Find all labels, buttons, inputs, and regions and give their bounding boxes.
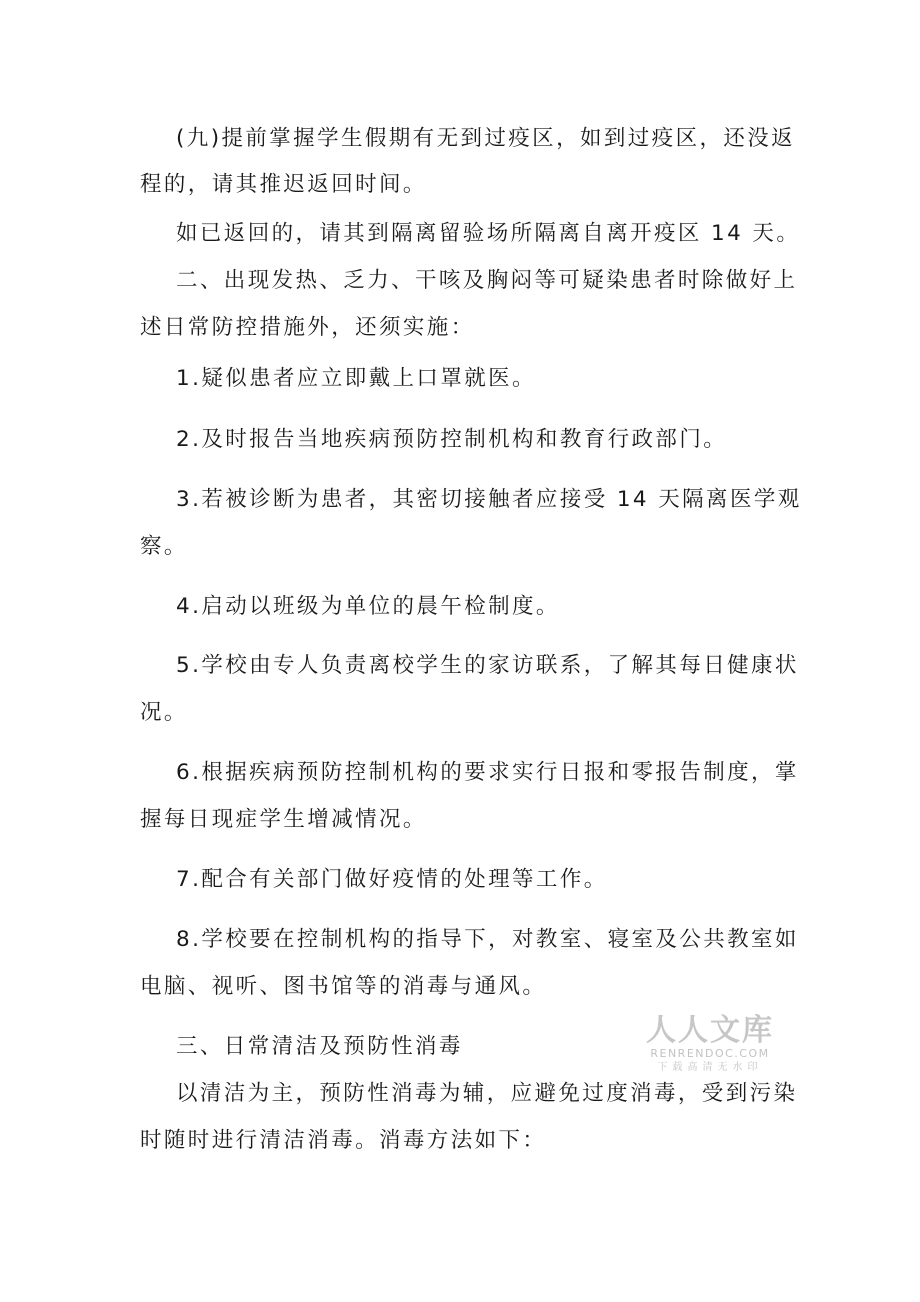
list-item-continuation: 况。 [140, 700, 188, 725]
list-item: 2.及时报告当地疾病预防控制机构和教育行政部门。 [176, 427, 728, 452]
paragraph-line: 以清洁为主，预防性消毒为辅，应避免过度消毒，受到污染 [176, 1081, 798, 1106]
list-item: 5.学校由专人负责离校学生的家访联系，了解其每日健康状 [176, 653, 799, 678]
list-item-continuation: 电脑、视听、图书馆等的消毒与通风。 [140, 974, 547, 999]
list-item: 3.若被诊断为患者，其密切接触者应接受 14 天隔离医学观 [176, 487, 802, 512]
list-item: 6.根据疾病预防控制机构的要求实行日报和零报告制度，掌 [176, 760, 799, 785]
paragraph-line: 程的，请其推迟返回时间。 [140, 172, 427, 197]
list-item: 8.学校要在控制机构的指导下，对教室、寝室及公共教室如 [176, 927, 799, 952]
section-heading-line: 二、出现发热、乏力、干咳及胸闷等可疑染患者时除做好上 [176, 268, 798, 293]
section-heading-line: 述日常防控措施外，还须实施： [140, 315, 475, 340]
watermark-subtitle: 下载高清无水印 [657, 1062, 763, 1073]
list-item: 7.配合有关部门做好疫情的处理等工作。 [176, 867, 608, 892]
watermark-title: 人人文库 [646, 1013, 774, 1048]
section-heading-line: 三、日常清洁及预防性消毒 [176, 1034, 463, 1059]
paragraph-line: 时随时进行清洁消毒。消毒方法如下： [140, 1128, 547, 1153]
list-item: 1.疑似患者应立即戴上口罩就医。 [176, 366, 536, 391]
paragraph-line: 如已返回的，请其到隔离留验场所隔离自离开疫区 14 天。 [176, 221, 801, 246]
watermark-url: RENRENDOC.COM [650, 1047, 770, 1060]
paragraph-line: (九)提前掌握学生假期有无到过疫区，如到过疫区，还没返 [176, 126, 796, 151]
watermark-logo [640, 1015, 780, 1085]
list-item-continuation: 握每日现症学生增减情况。 [140, 807, 427, 832]
list-item: 4.启动以班级为单位的晨午检制度。 [176, 594, 560, 619]
list-item-continuation: 察。 [140, 534, 188, 559]
